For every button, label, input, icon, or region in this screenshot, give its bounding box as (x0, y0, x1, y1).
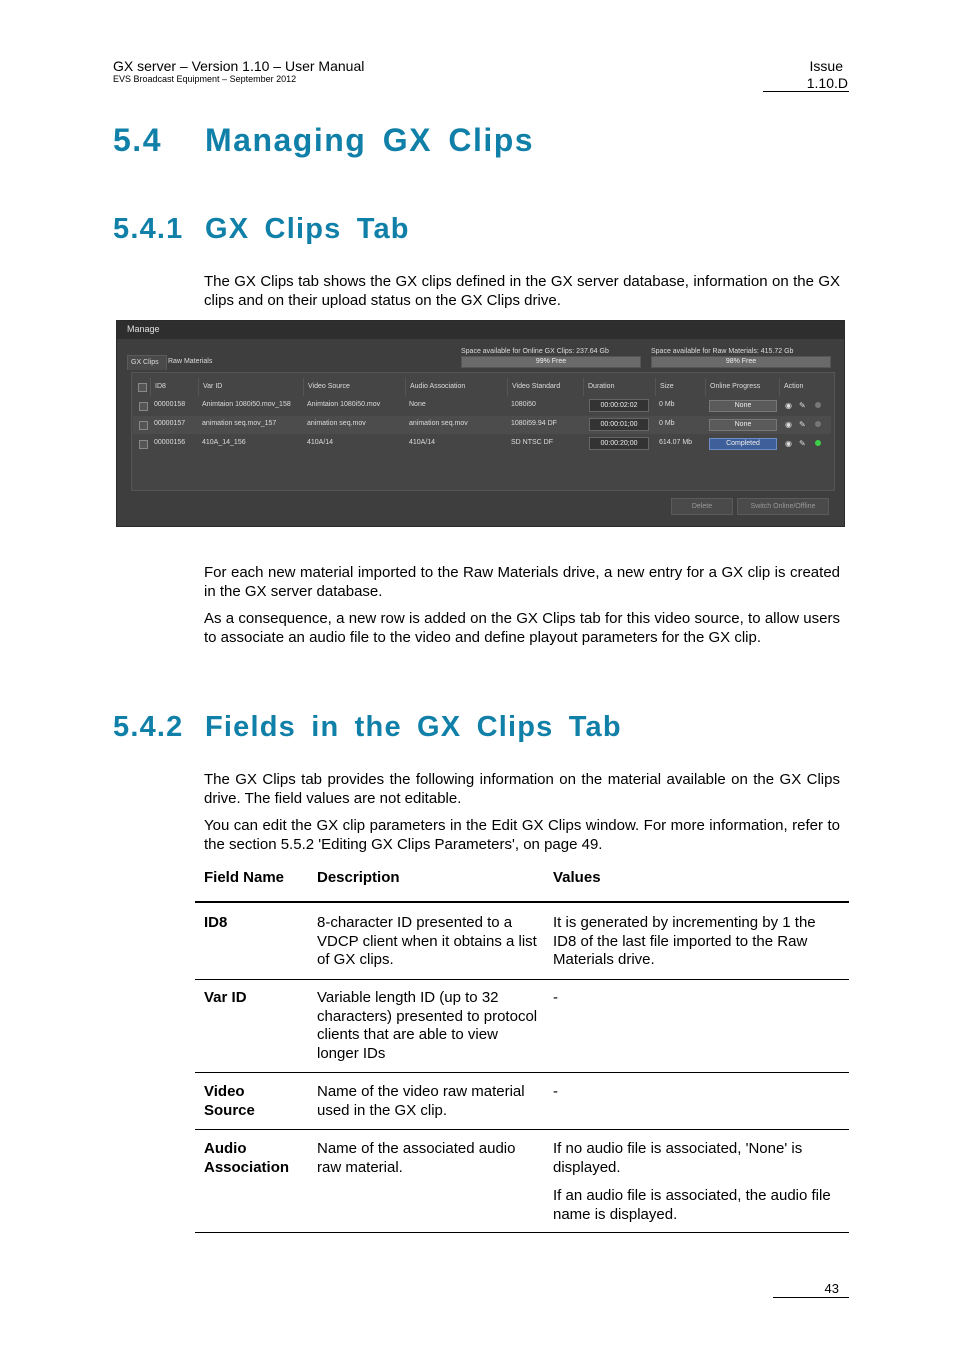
company-line: EVS Broadcast Equipment – September 2012 (113, 74, 297, 84)
space-online-bar: 99% Free (461, 356, 641, 368)
page-number: 43 (824, 1281, 839, 1296)
delete-button[interactable]: Delete (671, 498, 733, 515)
table-rule (195, 979, 849, 980)
cell-id8: 00000157 (154, 420, 186, 427)
subsection-heading-2 (113, 711, 813, 747)
field-name: ID8 (204, 914, 228, 931)
row-checkbox[interactable] (139, 440, 148, 449)
cell-video-source: 410A/14 (307, 439, 334, 446)
edit-icon[interactable]: ✎ (799, 401, 806, 410)
cell-standard: 1080i50 (511, 401, 536, 408)
table-header-values: Values (553, 869, 601, 886)
paragraph-consequence: As a consequence, a new row is added on the GX Clips tab for this video source, to allow users to associate an audio file to the video and define playout parameters for the GX clip. (204, 610, 840, 646)
paragraph-edit-info: You can edit the GX clip parameters in the Edit GX Clips window. For more information, refer to the section 5.5.2 'Editing GX Clips Parameters', on page 49. (204, 817, 840, 853)
cell-duration[interactable]: 00:00:02:02 (589, 399, 649, 412)
switch-online-offline-button[interactable]: Switch Online/Offline (737, 498, 829, 515)
col-varid[interactable]: Var ID (198, 378, 303, 396)
manage-window-screenshot (116, 320, 845, 527)
field-description: Variable length ID (up to 32 characters) presented to protocol clients that are able to view longer IDs (317, 989, 538, 1062)
col-id8[interactable]: ID8 (150, 378, 198, 396)
cell-standard: 1080i59.94 DF (511, 420, 557, 427)
section-heading (113, 122, 813, 162)
space-online-label: Space available for Online GX Clips: 237.64 Gb (461, 348, 609, 355)
subsection-heading-1 (113, 213, 813, 249)
col-online-progress[interactable]: Online Progress (705, 378, 779, 396)
table-header-description: Description (317, 869, 400, 886)
window-titlebar (117, 321, 844, 339)
intro-paragraph: The GX Clips tab shows the GX clips defined in the GX server database, information on the GX clips and on their upload status on the GX Clips drive. (204, 273, 840, 309)
field-name: Var ID (204, 989, 247, 1006)
paragraph-fields-info: The GX Clips tab provides the following information on the material available on the GX Clips drive. The field values are not editable. (204, 771, 840, 807)
cell-size: 0 Mb (659, 401, 675, 408)
cell-progress: Completed (709, 438, 777, 450)
cell-progress: None (709, 419, 777, 431)
table-row[interactable] (133, 435, 831, 453)
issue-label: Issue (809, 58, 843, 74)
cell-duration[interactable]: 00:00:20;00 (589, 437, 649, 450)
view-icon[interactable]: ◉ (785, 401, 792, 410)
view-icon[interactable]: ◉ (785, 439, 792, 448)
select-all-checkbox[interactable] (138, 383, 147, 392)
cell-duration[interactable]: 00:00:01;00 (589, 418, 649, 431)
subsection-title: GX Clips Tab (205, 213, 410, 245)
cell-video-source: Animtaion 1080i50.mov (307, 401, 381, 408)
col-action[interactable]: Action (779, 378, 829, 396)
tab-gx-clips[interactable]: GX Clips (127, 355, 167, 370)
table-rule (195, 1129, 849, 1130)
col-audio-association[interactable]: Audio Association (405, 378, 507, 396)
row-checkbox[interactable] (139, 402, 148, 411)
status-led-icon (815, 402, 821, 408)
edit-icon[interactable]: ✎ (799, 420, 806, 429)
cell-id8: 00000156 (154, 439, 186, 446)
col-size[interactable]: Size (655, 378, 705, 396)
status-led-icon (815, 421, 821, 427)
cell-size: 0 Mb (659, 420, 675, 427)
col-duration[interactable]: Duration (583, 378, 655, 396)
field-values: If no audio file is associated, 'None' is displayed. (553, 1140, 803, 1176)
cell-audio: animation seq.mov (409, 420, 468, 427)
fields-table (195, 869, 849, 1235)
document-title: GX server – Version 1.10 – User Manual (113, 58, 365, 74)
table-rule (195, 1232, 849, 1233)
space-raw-bar: 98% Free (651, 356, 831, 368)
status-led-icon (815, 440, 821, 446)
field-description: Name of the associated audio raw material. (317, 1140, 516, 1176)
section-number: 5.4 (113, 122, 162, 158)
table-header-field-name: Field Name (204, 869, 285, 886)
table-row[interactable] (133, 416, 831, 434)
col-video-standard[interactable]: Video Standard (507, 378, 583, 396)
field-values: If an audio file is associated, the audio file name is displayed. (553, 1187, 831, 1223)
footer-rule (773, 1297, 849, 1298)
cell-audio: None (409, 401, 426, 408)
field-values: - (553, 989, 558, 1006)
col-video-source[interactable]: Video Source (303, 378, 405, 396)
table-rule (195, 1072, 849, 1073)
field-description: Name of the video raw material used in the GX clip. (317, 1083, 525, 1119)
space-raw-label: Space available for Raw Materials: 415.72 Gb (651, 348, 794, 355)
field-name: Audio Association (204, 1140, 290, 1176)
section-title: Managing GX Clips (205, 122, 535, 158)
header-rule (763, 91, 849, 92)
cell-standard: SD NTSC DF (511, 439, 553, 446)
cell-varid: animation seq.mov_157 (202, 420, 277, 427)
paragraph-new-material: For each new material imported to the Raw Materials drive, a new entry for a GX clip is created in the GX server database. (204, 564, 840, 600)
table-row[interactable] (133, 397, 831, 415)
cell-varid: 410A_14_156 (202, 439, 246, 446)
view-icon[interactable]: ◉ (785, 420, 792, 429)
subsection-number: 5.4.1 (113, 213, 184, 245)
subsection-number: 5.4.2 (113, 711, 184, 743)
field-values: It is generated by incrementing by 1 the ID8 of the last file imported to the Raw Materials drive. (553, 914, 816, 968)
cell-audio: 410A/14 (409, 439, 436, 446)
row-checkbox[interactable] (139, 421, 148, 430)
cell-id8: 00000158 (154, 401, 186, 408)
edit-icon[interactable]: ✎ (799, 439, 806, 448)
cell-progress: None (709, 400, 777, 412)
cell-size: 614.07 Mb (659, 439, 693, 446)
table-rule (195, 901, 849, 903)
field-description: 8-character ID presented to a VDCP client when it obtains a list of GX clips. (317, 914, 537, 968)
clips-grid (131, 372, 835, 491)
subsection-title: Fields in the GX Clips Tab (205, 711, 622, 743)
cell-varid: Animtaion 1080i50.mov_158 (202, 401, 291, 408)
field-values: - (553, 1083, 558, 1100)
field-name: Video Source (204, 1083, 255, 1119)
window-title: Manage (127, 324, 160, 334)
issue-value: 1.10.D (806, 75, 848, 91)
tab-raw-materials[interactable]: Raw Materials (168, 358, 213, 365)
cell-video-source: animation seq.mov (307, 420, 366, 427)
